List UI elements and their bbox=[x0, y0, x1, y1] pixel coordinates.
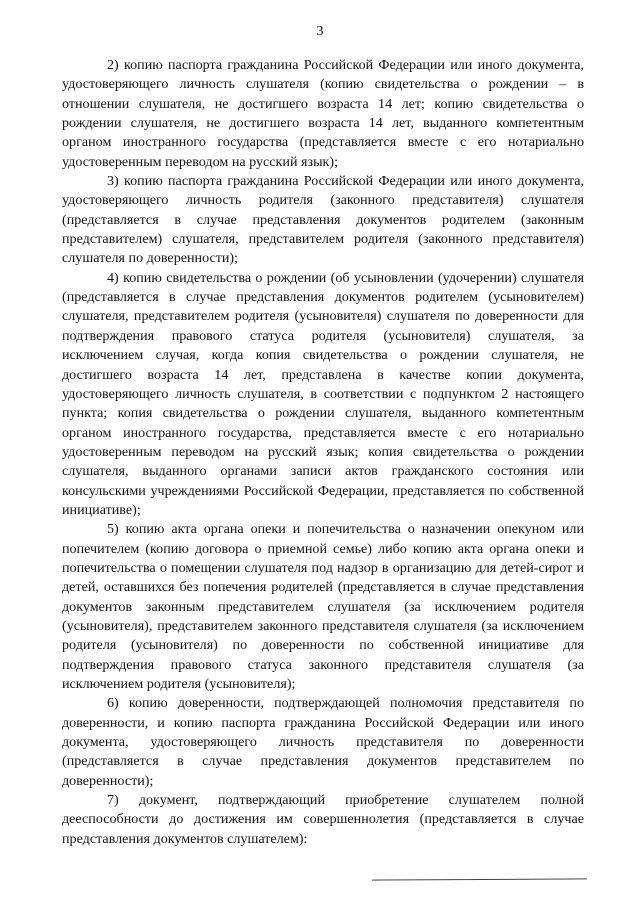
footer-divider-line bbox=[372, 878, 587, 880]
page-number: 3 bbox=[316, 24, 324, 39]
list-item-5-guardianship-act-copy: 5) копию акта органа опеки и попечительства о назначении опекуном или попечителем (копию договора о приемной семье) либо копию акта органа опеки и попечительства о помещении слушателя под надзор в организацию для детей-сирот и детей, оставшихся без попечения родителей (представляется в случае представления документов законным представителем слушателя (за исключением родителя (усыновителя), представителем законного представителя слушателя (за исключением родителя (усыновителя) по доверенности по собственной инициативе для подтверждения правового статуса законного представителя слушателя (за исключением родителя (усыновителя); bbox=[62, 521, 584, 692]
list-item-4-birth-certificate-copy: 4) копию свидетельства о рождении (об усыновлении (удочерении) слушателя (представляется в случае представления документов родителем (усыновителем) слушателя, представителем родителя (усыновителя) слушателя по доверенности для подтверждения правового статуса родителя (усыновителя) слушателя, за исключением случая, когда копия свидетельства о рождении слушателя, не достигшего возраста 14 лет, представлена в качестве копии документа, удостоверяющего личность слушателя, в соответствии с подпунктом 2 настоящего пункта; копия свидетельства о рождении слушателя, выданного компетентным органом иностранного государства, представляется вместе с его нотариально удостоверенным переводом на русский язык; копия свидетельства о рождении слушателя, выданного органами записи актов гражданского состояния или консульскими учреждениями Российской Федерации, представляется по собственной инициативе); bbox=[62, 269, 584, 518]
list-item-2-passport-copy: 2) копию паспорта гражданина Российской Федерации или иного документа, удостоверяющего личность слушателя (копию свидетельства о рождении – в отношении слушателя, не достигшего возраста 14 лет; копию свидетельства о рождении слушателя, не достигшего возраста 14 лет, выданного компетентным органом иностранного государства (представляется вместе с его нотариально удостоверенным переводом на русский язык); bbox=[62, 57, 584, 170]
list-item-6-power-of-attorney-copy: 6) копию доверенности, подтверждающей полномочия представителя по доверенности, и копию паспорта гражданина Российской Федерации или иного документа, удостоверяющего личность представителя по доверенности (представляется в случае представления документов представителем по доверенности); bbox=[62, 695, 584, 789]
list-item-7-legal-capacity-document: 7) документ, подтверждающий приобретение слушателем полной дееспособности до достижения им совершеннолетия (представляется в случае представления документов слушателем): bbox=[62, 792, 584, 847]
document-body bbox=[62, 56, 584, 849]
list-item-3-parent-passport-copy: 3) копию паспорта гражданина Российской Федерации или иного документа, удостоверяющего личность родителя (законного представителя) слушателя (представляется в случае представления документов родителем (законным представителем) слушателя, представителем родителя (законного представителя) слушателя по доверенности); bbox=[62, 173, 584, 267]
